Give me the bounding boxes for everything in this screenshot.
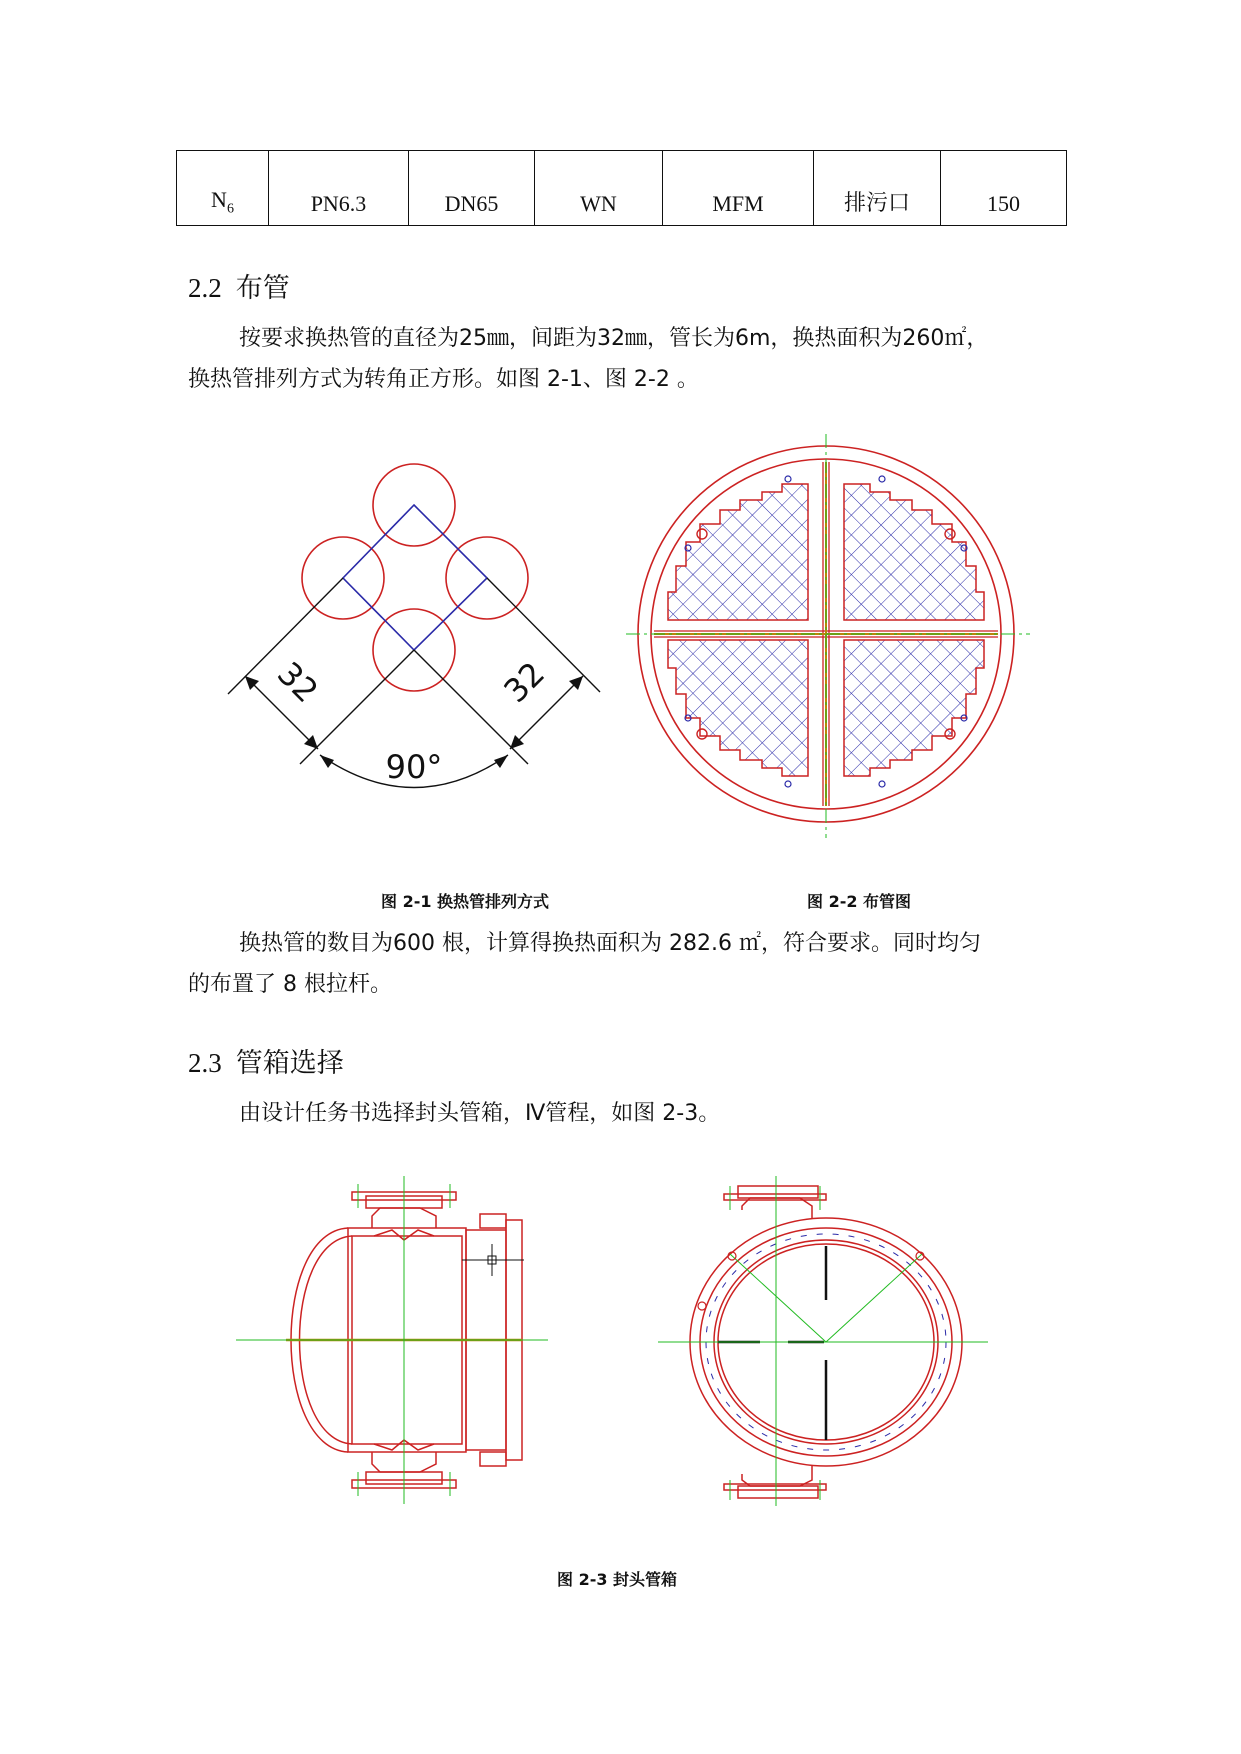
paragraph-layout: 按要求换热管的直径为25㎜，间距为32㎜，管长为6m，换热面积为260㎡， 换热管排列方式为转角正方形。如图 2-1、图 2-2 。 [188,326,989,392]
table-cell: DN65 [409,151,535,226]
table-cell: WN [535,151,663,226]
angle-label: 90° [385,748,443,786]
dimension-label-right: 32 [496,654,553,711]
table-cell: 排污口 [814,151,941,226]
table-cell: 150 [941,151,1067,226]
section-heading-2-3: 2.3 管箱选择 [188,1048,344,1079]
figure-caption-2-2: 图 2-2 布管图 [807,892,912,911]
dimension-label-left: 32 [269,654,326,711]
table-cell: PN6.3 [269,151,409,226]
table-cell: MFM [663,151,814,226]
table-cell: $N_6$ [177,151,269,226]
figure-caption-2-3: 图 2-3 封头管箱 [557,1570,678,1589]
paragraph-tube-count: 换热管的数目为600 根，计算得换热面积为 282.6 ㎡，符合要求。同时均匀 的布置了 8 根拉杆。 [188,931,981,997]
section-heading-2-2: 2.2 布管 [188,273,290,304]
paragraph-channel: 由设计任务书选择封头管箱，Ⅳ管程，如图 2-3。 [239,1101,721,1126]
figure-caption-2-1: 图 2-1 换热管排列方式 [381,892,550,911]
